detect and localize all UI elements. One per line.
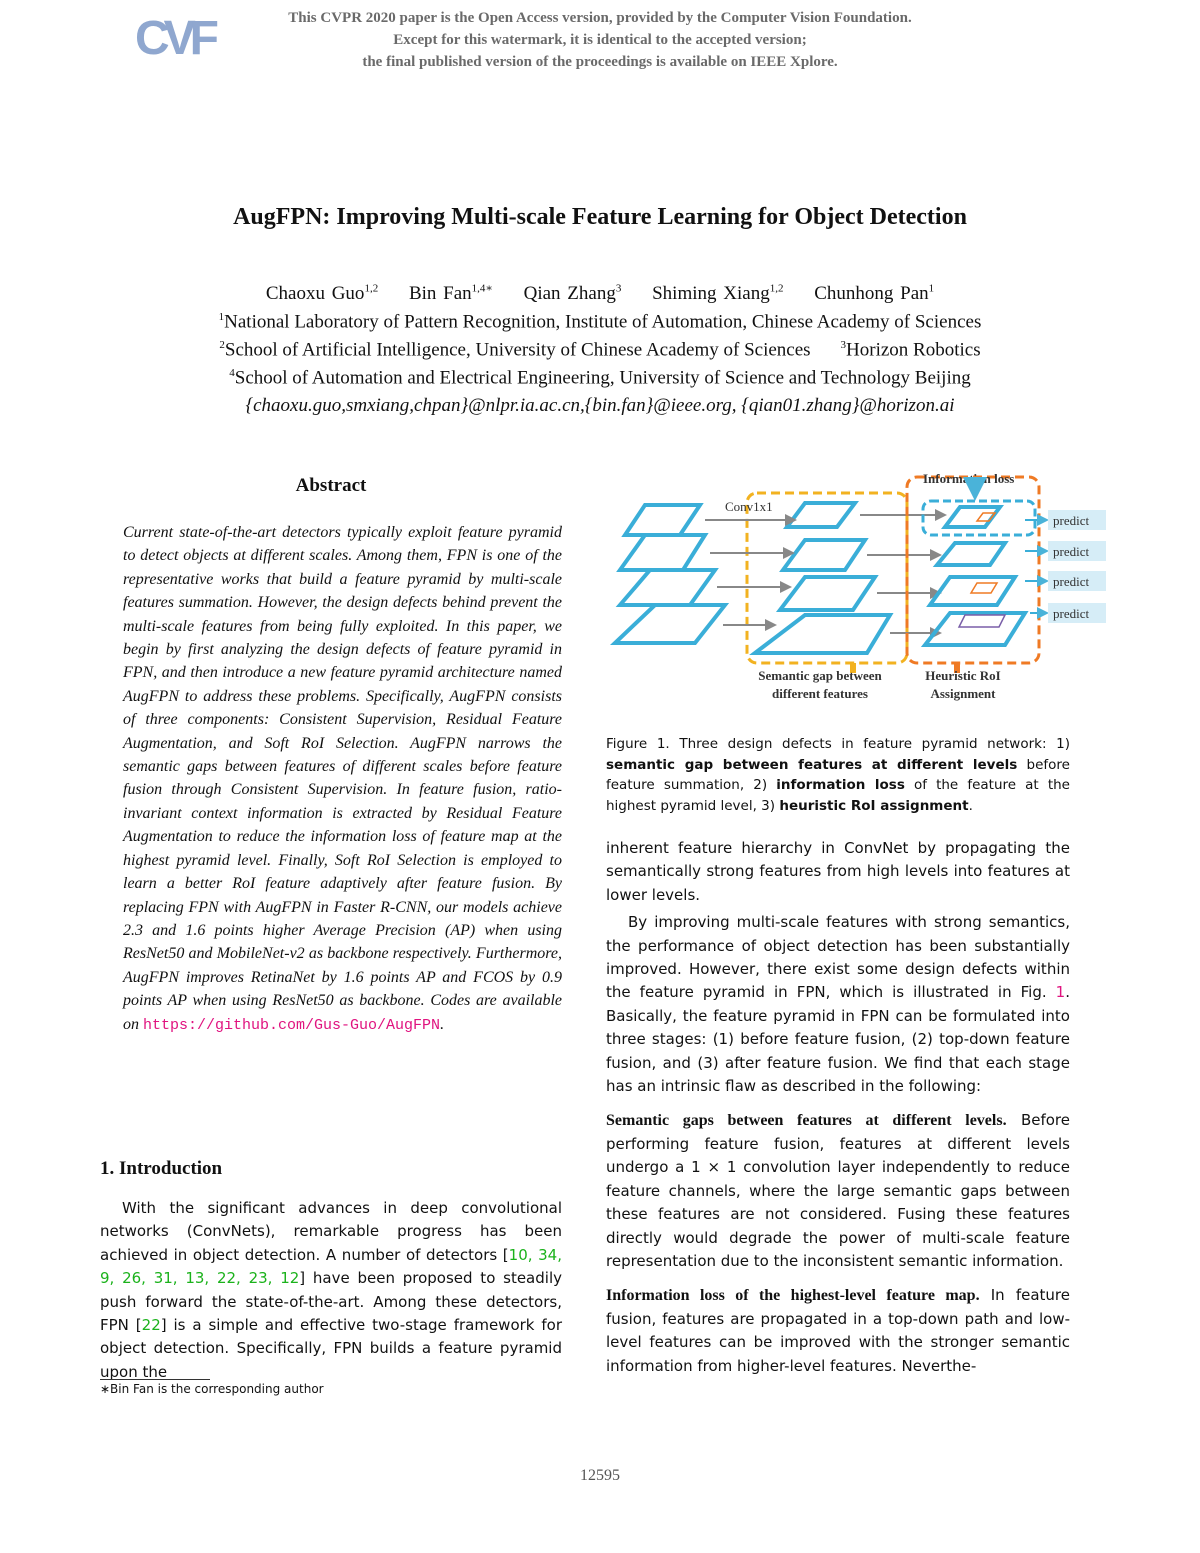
svg-text:predict: predict bbox=[1053, 574, 1090, 589]
author: Qian Zhang$^3$ bbox=[523, 283, 622, 305]
paper-title: AugFPN: Improving Multi-scale Feature Learning for Object Detection bbox=[233, 204, 967, 230]
author: Shiming Xiang$^{1,2}$ bbox=[652, 283, 784, 305]
cvf-logo bbox=[135, 12, 217, 65]
heuristic-label: Heuristic RoI Assignment bbox=[925, 668, 1001, 701]
predict-labels bbox=[1048, 510, 1106, 623]
affiliation-2: $^2$School of Artificial Intelligence, University of Chinese Academy of Sciences $^3$Horizon Robotics bbox=[219, 339, 981, 361]
abstract-heading: Abstract bbox=[295, 475, 367, 496]
right-paragraph-3: Semantic gaps between features at different levels. Before performing feature fusion, features at different levels undergo a 1 × 1 convolution layer independently to reduce feature channels, where the large semantic gaps between these features are not considered. Fusing these features directly would degrade the power of multi-scale feature representation due to the inconsistent semantic information. bbox=[606, 1111, 1071, 1270]
abstract-body: Current state-of-the-art detectors typically exploit feature pyramid to detect objects at different scales. Among them, FPN is one of the representative works that build a feature pyramid by multi-scale features summation. However, the design defects behind prevent the multi-scale features from being fully exploited. In this paper, we begin by first analyzing the design defects of feature pyramid in FPN, and then introduce a new feature pyramid architecture named AugFPN to address these problems. Specifically, AugFPN consists of three components: Consistent Supervision, Residual Feature Augmentation, and Soft RoI Selection. AugFPN narrows the semantic gaps between features of different scales before feature fusion through Consistent Supervision. In feature fusion, ratio-invariant context information is extracted by Residual Feature Augmentation to reduce the information loss of feature map at the highest pyramid level. Finally, Soft RoI Selection is employed to learn a better RoI feature adaptively after feature fusion. By replacing FPN with AugFPN in Faster R-CNN, our models achieve 2.3 and 1.6 points higher Average Precision (AP) when using ResNet50 and MobileNet-v2 as backbone respectively. Furthermore, AugFPN improves RetinaNet by 1.6 points AP and FCOS by 0.9 points AP when using ResNet50 as backbone. Codes are available on https://github.com/Gus-Guo/AugFPN. bbox=[123, 524, 562, 1034]
page-number: 12595 bbox=[580, 1467, 620, 1484]
watermark bbox=[240, 7, 960, 73]
figure-reference[interactable]: 1 bbox=[1055, 983, 1066, 1002]
affiliation-4: $^4$School of Automation and Electrical Engineering, University of Science and Technology Beijing bbox=[229, 367, 971, 389]
citation[interactable]: 22 bbox=[141, 1316, 161, 1335]
svg-text:predict: predict bbox=[1053, 544, 1090, 559]
output-pyramid bbox=[925, 507, 1025, 645]
semantic-gap-label: Semantic gap between different features bbox=[758, 668, 882, 701]
cvf-logo-text: CVF bbox=[135, 12, 213, 65]
figure-caption: Figure 1. Three design defects in feature pyramid network: 1) semantic gap between features at different levels before feature summation, 2) information loss of the feature at the highest pyramid level, 3) heuristic RoI assignment. bbox=[606, 736, 1070, 814]
watermark-line3: the final published version of the proceedings is available on IEEE Xplore. bbox=[362, 54, 838, 70]
info-loss-label: Information loss bbox=[923, 471, 1015, 486]
figure-1 bbox=[605, 465, 1090, 715]
author: Chunhong Pan$^1$ bbox=[814, 283, 935, 305]
intro-heading: 1. Introduction bbox=[100, 1158, 223, 1179]
watermark-line1: This CVPR 2020 paper is the Open Access version, provided by the Computer Vision Foundation. bbox=[288, 10, 912, 26]
affiliation-1: $^1$National Laboratory of Pattern Recognition, Institute of Automation, Chinese Academy of Sciences bbox=[218, 311, 982, 333]
middle-pyramid bbox=[755, 503, 890, 653]
author: Chaoxu Guo$^{1,2}$ bbox=[265, 283, 379, 305]
svg-text:predict: predict bbox=[1053, 513, 1090, 528]
intro-paragraph: With the significant advances in deep convolutional networks (ConvNets), remarkable progress has been achieved in object detection. A number of detectors [10, 34, 9, 26, 31, 13, 22, 23, 12] have been proposed to steadily push forward the state-of-the-art. Among these detectors, FPN [22] is a simple and effective two-stage framework for object detection. Specifically, FPN builds a feature pyramid upon the bbox=[100, 1199, 563, 1381]
footnote-rule bbox=[100, 1379, 210, 1380]
footnote: ∗Bin Fan is the corresponding author bbox=[100, 1382, 324, 1396]
conv-label: Conv1x1 bbox=[725, 499, 773, 514]
heuristic-roi-box bbox=[907, 477, 1039, 663]
citation-group[interactable]: 10, 34, 9, 26, 31, 13, 22, 23, 12 bbox=[100, 1245, 562, 1288]
right-paragraph-1: inherent feature hierarchy in ConvNet by propagating the semantically strong features from high levels into features at lower levels. By improving multi-scale features with strong semantics, the performance of object detection has been substantially improved. However, there exist some design defects within the feature pyramid in FPN, which is illustrated in Fig. 1. Basically, the feature pyramid in FPN can be formulated into three stages: (1) before feature fusion, (2) top-down feature fusion, and (3) after feature fusion. We find that each stage has an intrinsic flaw as described in the following: Semantic gaps between features at different levels. Before performing feature fusion, features at different levels undergo a 1 × 1 convolution layer independently to reduce feature channels, where the large semantic gaps between these features are not considered. Fusing these features directly would degrade the power of multi-scale feature representation due to the inconsistent semantic information. Information loss of the highest-level feature map. In feature fusion, features are propagated in a top-down path and low-level features can be improved with the stronger semantic information from higher-level features. Neverthe- bbox=[606, 837, 1070, 1378]
svg-text:predict: predict bbox=[1053, 606, 1090, 621]
emails: {chaoxu.guo,smxiang,chpan}@nlpr.ia.ac.cn,{bin.fan}@ieee.org, {qian01.zhang}@horizon.ai bbox=[245, 395, 955, 416]
right-paragraph-4: Information loss of the highest-level feature map. In feature fusion, features are propagated in a top-down path and low-level features can be improved with the stronger semantic information from higher-level features. Neverthe- bbox=[606, 1286, 1071, 1375]
author: Bin Fan$^{1,4∗}$ bbox=[408, 283, 493, 305]
backbone-pyramid bbox=[615, 505, 725, 643]
watermark-line2: Except for this watermark, it is identical to the accepted version; bbox=[393, 32, 807, 48]
right-paragraph-2: By improving multi-scale features with strong semantics, the performance of object detection has been substantially improved. However, there exist some design defects within the feature pyramid in FPN, which is illustrated in Fig. 1. Basically, the feature pyramid in FPN can be formulated into three stages: (1) before feature fusion, (2) top-down feature fusion, and (3) after feature fusion. We find that each stage has an intrinsic flaw as described in the following: bbox=[606, 913, 1070, 1096]
code-link[interactable]: https://github.com/Gus-Guo/AugFPN bbox=[143, 1016, 441, 1034]
author-list bbox=[0, 282, 1200, 305]
